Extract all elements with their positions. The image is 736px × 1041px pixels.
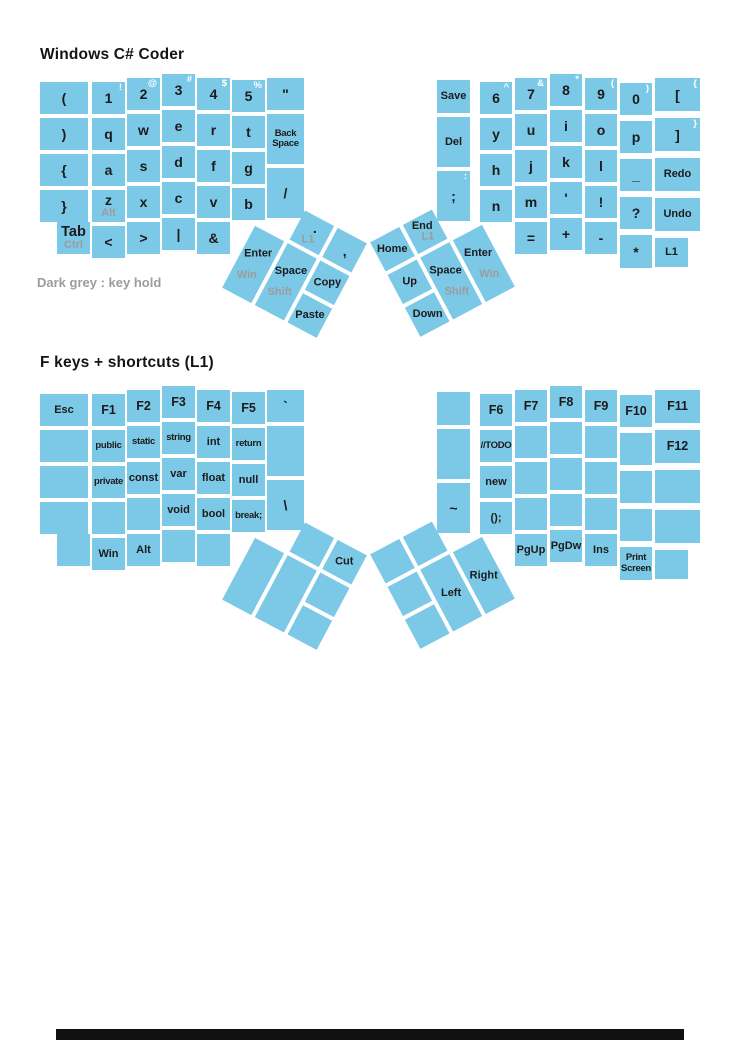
key-label: u — [526, 122, 536, 138]
key-label: . — [312, 219, 317, 236]
key-undo — [655, 198, 700, 231]
key-blank — [40, 430, 88, 462]
key-label: > — [139, 230, 148, 246]
key-const — [127, 462, 160, 494]
key-label: } — [61, 198, 67, 214]
key-tab — [57, 222, 90, 254]
key-alt — [127, 534, 160, 566]
key-label: 1 — [104, 90, 113, 106]
key-sym-60 — [92, 226, 125, 258]
key-label: g — [244, 160, 253, 176]
key-label: 5 — [244, 88, 253, 104]
key-blank — [437, 392, 470, 425]
key-esc — [40, 394, 88, 426]
key-label: & — [208, 230, 219, 246]
key-p — [620, 121, 652, 153]
key-redo — [655, 158, 700, 191]
key-label: int — [206, 435, 221, 448]
key-f2 — [127, 390, 160, 422]
key-c — [162, 182, 195, 214]
key-label: Tab — [61, 223, 86, 240]
key-label: public — [95, 440, 122, 452]
key-label: Print Screen — [621, 552, 651, 574]
key-f8 — [550, 386, 582, 418]
key-label: Right — [469, 568, 498, 581]
key-l — [585, 150, 617, 182]
key-label: End — [411, 219, 433, 232]
key-blank — [92, 502, 125, 534]
key-label: F12 — [666, 439, 689, 454]
key-blank — [127, 498, 160, 530]
key-label: Up — [401, 274, 417, 287]
key-label: i — [564, 118, 568, 134]
key-label: { — [61, 162, 67, 178]
key-label: q — [104, 126, 113, 142]
key-label: ( — [61, 90, 67, 106]
key-label: Del — [444, 135, 463, 148]
key-f10 — [620, 395, 652, 427]
key-label: d — [174, 154, 183, 170]
key-f12 — [655, 430, 700, 463]
key-label: _ — [632, 167, 640, 183]
key-label: ; — [451, 188, 456, 204]
key-7 — [515, 78, 547, 110]
key-static — [127, 426, 160, 458]
key-label: 3 — [174, 82, 183, 98]
key-label: w — [138, 122, 149, 138]
key-blank — [585, 498, 617, 530]
key-label: = — [526, 230, 536, 246]
key-blank — [620, 471, 652, 503]
key-5 — [232, 80, 265, 112]
key-label: y — [492, 126, 500, 142]
key-v — [197, 186, 230, 218]
key-pgdw — [550, 530, 582, 562]
key-blank — [40, 502, 88, 534]
key-label: 0 — [632, 91, 640, 107]
key-4 — [197, 78, 230, 110]
key-label: string — [166, 432, 191, 444]
key-win — [92, 538, 125, 570]
key-label: m — [524, 194, 538, 210]
key-sym-43 — [550, 218, 582, 250]
key-label: Cut — [334, 555, 354, 568]
key-label: t — [246, 124, 251, 140]
key-f11 — [655, 390, 700, 423]
key-blank — [515, 462, 547, 494]
key-label: 2 — [139, 86, 148, 102]
key-blank — [515, 426, 547, 458]
key-label: return — [235, 438, 262, 450]
key-label: Space — [428, 263, 462, 276]
key-label: + — [561, 226, 571, 242]
key-label: Undo — [663, 208, 692, 220]
key-int — [197, 426, 230, 458]
key-hold-label: Shift — [267, 285, 292, 298]
key-sym-96 — [267, 390, 304, 422]
key-void — [162, 494, 195, 526]
key-label: Paste — [294, 308, 324, 321]
key-public — [92, 430, 125, 462]
key-label: n — [491, 198, 501, 214]
key-q — [92, 118, 125, 150]
key-sym-95 — [620, 159, 652, 191]
key-label: private — [93, 476, 124, 488]
key-label: h — [491, 162, 501, 178]
key-label: ~ — [449, 500, 458, 516]
key-blank — [585, 462, 617, 494]
key-label: Home — [376, 242, 408, 255]
layer-title-l1: F keys + shortcuts (L1) — [40, 354, 214, 371]
shifted-legend: $ — [221, 78, 227, 89]
key-label: j — [529, 158, 533, 174]
key-label: / — [283, 185, 288, 201]
key-label: - — [598, 230, 604, 246]
key-label: , — [342, 241, 346, 258]
key-new — [480, 466, 512, 498]
key-label: F4 — [206, 398, 221, 413]
key-hold-label: Ctrl — [64, 239, 83, 252]
key-label: F11 — [667, 399, 688, 414]
key-label: Ins — [593, 543, 609, 556]
key-label: float — [201, 471, 226, 484]
key-hold-label: L1 — [301, 232, 315, 245]
shifted-legend: * — [575, 74, 579, 85]
key-save — [437, 80, 470, 113]
key-sym-93 — [655, 118, 700, 151]
key-o — [585, 114, 617, 146]
shifted-legend: ^ — [503, 82, 509, 93]
key-label: Left — [440, 585, 461, 598]
key-hold-label: Alt — [101, 207, 116, 219]
key-9 — [585, 78, 617, 110]
bottom-bar — [56, 1029, 684, 1040]
key-label: < — [104, 234, 113, 250]
key-f — [197, 150, 230, 182]
key-label: o — [596, 122, 606, 138]
key-label: Redo — [663, 168, 692, 180]
key-blank — [40, 466, 88, 498]
key-label: PgDw — [550, 539, 582, 552]
key-private — [92, 466, 125, 498]
key-m — [515, 186, 547, 218]
key-null — [232, 464, 265, 496]
key-f5 — [232, 392, 265, 424]
key-label: F1 — [101, 402, 116, 417]
key-label: void — [167, 503, 190, 516]
key-label: F10 — [625, 403, 647, 418]
shifted-legend: { — [693, 78, 697, 89]
key-0 — [620, 83, 652, 115]
key-blank — [267, 426, 304, 476]
key-u — [515, 114, 547, 146]
key-string — [162, 422, 195, 454]
shifted-legend: ( — [610, 78, 614, 89]
key-ins — [585, 534, 617, 566]
key-label: p — [631, 129, 641, 145]
key-g — [232, 152, 265, 184]
key-label: null — [238, 473, 259, 486]
key-blank — [655, 510, 700, 543]
key-blank — [620, 509, 652, 541]
key-6 — [480, 82, 512, 114]
key-bool — [197, 498, 230, 530]
key-label: 4 — [209, 86, 218, 102]
key-label: 8 — [562, 82, 570, 98]
key-var — [162, 458, 195, 490]
key-float — [197, 462, 230, 494]
key-sym-38 — [197, 222, 230, 254]
key-s — [127, 150, 160, 182]
key-sym-45 — [585, 222, 617, 254]
key-label: \ — [283, 497, 288, 513]
key-label: s — [139, 158, 148, 174]
key-del — [437, 117, 470, 167]
key-sym-33 — [585, 186, 617, 218]
key-blank — [550, 494, 582, 526]
key-z — [92, 190, 125, 222]
shifted-legend: % — [253, 80, 262, 91]
key-label: r — [210, 122, 217, 138]
key-label: PgUp — [516, 543, 546, 556]
key-label: " — [282, 86, 289, 102]
key-back-space — [267, 114, 304, 164]
key-d — [162, 146, 195, 178]
key-label: l — [599, 158, 603, 174]
key-label: F5 — [241, 400, 256, 415]
key-sym-40 — [480, 502, 512, 534]
key-f9 — [585, 390, 617, 422]
key-todo — [480, 430, 512, 462]
key-label: ' — [564, 190, 568, 206]
key-f4 — [197, 390, 230, 422]
key-blank — [655, 470, 700, 503]
key-label: F9 — [593, 398, 609, 413]
key-f1 — [92, 394, 125, 426]
key-label: ? — [631, 205, 641, 221]
shifted-legend: } — [693, 118, 697, 129]
key-y — [480, 118, 512, 150]
key-blank — [620, 433, 652, 465]
key-label: F3 — [171, 394, 186, 409]
key-label: Space — [274, 264, 308, 277]
key-blank — [57, 534, 90, 566]
key-sym-41 — [40, 118, 88, 150]
key-sym-39 — [550, 182, 582, 214]
key-label: new — [485, 475, 507, 488]
key-label: 6 — [492, 90, 500, 106]
key-label: F7 — [523, 398, 539, 413]
key-return — [232, 428, 265, 460]
key-hold-label: L1 — [421, 230, 434, 243]
key-label: * — [633, 243, 639, 260]
shifted-legend: : — [463, 171, 467, 182]
key-label: Win — [98, 547, 119, 560]
key-8 — [550, 74, 582, 106]
key-sym-61 — [515, 222, 547, 254]
key-sym-42 — [620, 235, 652, 268]
key-blank — [162, 530, 195, 562]
key-blank — [550, 458, 582, 490]
key-blank — [550, 422, 582, 454]
key-label: ) — [61, 126, 67, 142]
key-label: Save — [440, 90, 467, 102]
key-x — [127, 186, 160, 218]
key-pgup — [515, 534, 547, 566]
key-label: Down — [411, 307, 442, 320]
key-hold-label: Win — [478, 267, 500, 280]
key-label: (); — [490, 511, 502, 524]
key-label: v — [209, 194, 218, 210]
key-label: 9 — [597, 86, 605, 102]
key-label: c — [174, 190, 183, 206]
key-1 — [92, 82, 125, 114]
key-label: bool — [201, 507, 226, 520]
key-label: 7 — [527, 86, 535, 102]
key-t — [232, 116, 265, 148]
key-label: //TODO — [480, 440, 512, 452]
key-k — [550, 146, 582, 178]
key-label: ` — [283, 398, 288, 414]
key-2 — [127, 78, 160, 110]
key-sym-34 — [267, 78, 304, 110]
key-label: F6 — [488, 402, 504, 417]
shifted-legend: @ — [147, 78, 157, 89]
key-blank — [655, 550, 688, 579]
key-f7 — [515, 390, 547, 422]
key-label: f — [211, 158, 216, 174]
layer-title-base: Windows C# Coder — [40, 46, 185, 63]
key-label: ] — [675, 126, 680, 143]
key-label: Alt — [136, 543, 151, 556]
shifted-legend: # — [186, 74, 192, 85]
key-print-screen — [620, 547, 652, 580]
key-label: F8 — [558, 394, 574, 409]
shifted-legend: & — [537, 78, 544, 89]
key-sym-40 — [40, 82, 88, 114]
key-sym-123 — [40, 154, 88, 186]
key-w — [127, 114, 160, 146]
key-sym-91 — [655, 78, 700, 111]
key-sym-63 — [620, 197, 652, 229]
key-blank — [197, 534, 230, 566]
key-label: F2 — [136, 398, 151, 413]
key-label: Enter — [463, 245, 492, 258]
key-label: ! — [598, 194, 604, 210]
key-label: static — [131, 436, 156, 448]
key-label: a — [104, 162, 113, 178]
key-label: L1 — [665, 246, 678, 258]
key-f6 — [480, 394, 512, 426]
key-blank — [437, 429, 470, 479]
key-label: z — [104, 192, 112, 208]
key-sym-125 — [40, 190, 88, 222]
key-blank — [585, 426, 617, 458]
key-label: break; — [235, 510, 262, 522]
key-r — [197, 114, 230, 146]
key-label: e — [174, 118, 183, 134]
key-hold-label: Win — [236, 268, 258, 281]
key-a — [92, 154, 125, 186]
key-blank — [515, 498, 547, 530]
key-label: | — [176, 226, 181, 242]
key-label: [ — [675, 86, 680, 103]
key-3 — [162, 74, 195, 106]
key-i — [550, 110, 582, 142]
key-label: x — [139, 194, 148, 210]
key-n — [480, 190, 512, 222]
key-label: Copy — [312, 275, 341, 288]
key-h — [480, 154, 512, 186]
key-sym-124 — [162, 218, 195, 250]
key-j — [515, 150, 547, 182]
key-sym-62 — [127, 222, 160, 254]
key-f3 — [162, 386, 195, 418]
key-label: const — [128, 471, 159, 484]
key-l1 — [655, 238, 688, 267]
key-label: k — [562, 154, 570, 170]
key-label: Back Space — [272, 127, 299, 149]
key-label: var — [170, 467, 187, 480]
key-label: b — [244, 196, 253, 212]
shifted-legend: ! — [118, 82, 122, 93]
legend-note: Dark grey : key hold — [37, 275, 162, 290]
key-e — [162, 110, 195, 142]
key-label: Esc — [54, 403, 74, 416]
key-hold-label: Shift — [444, 284, 469, 297]
shifted-legend: ) — [645, 83, 649, 94]
key-label: Enter — [244, 246, 273, 259]
